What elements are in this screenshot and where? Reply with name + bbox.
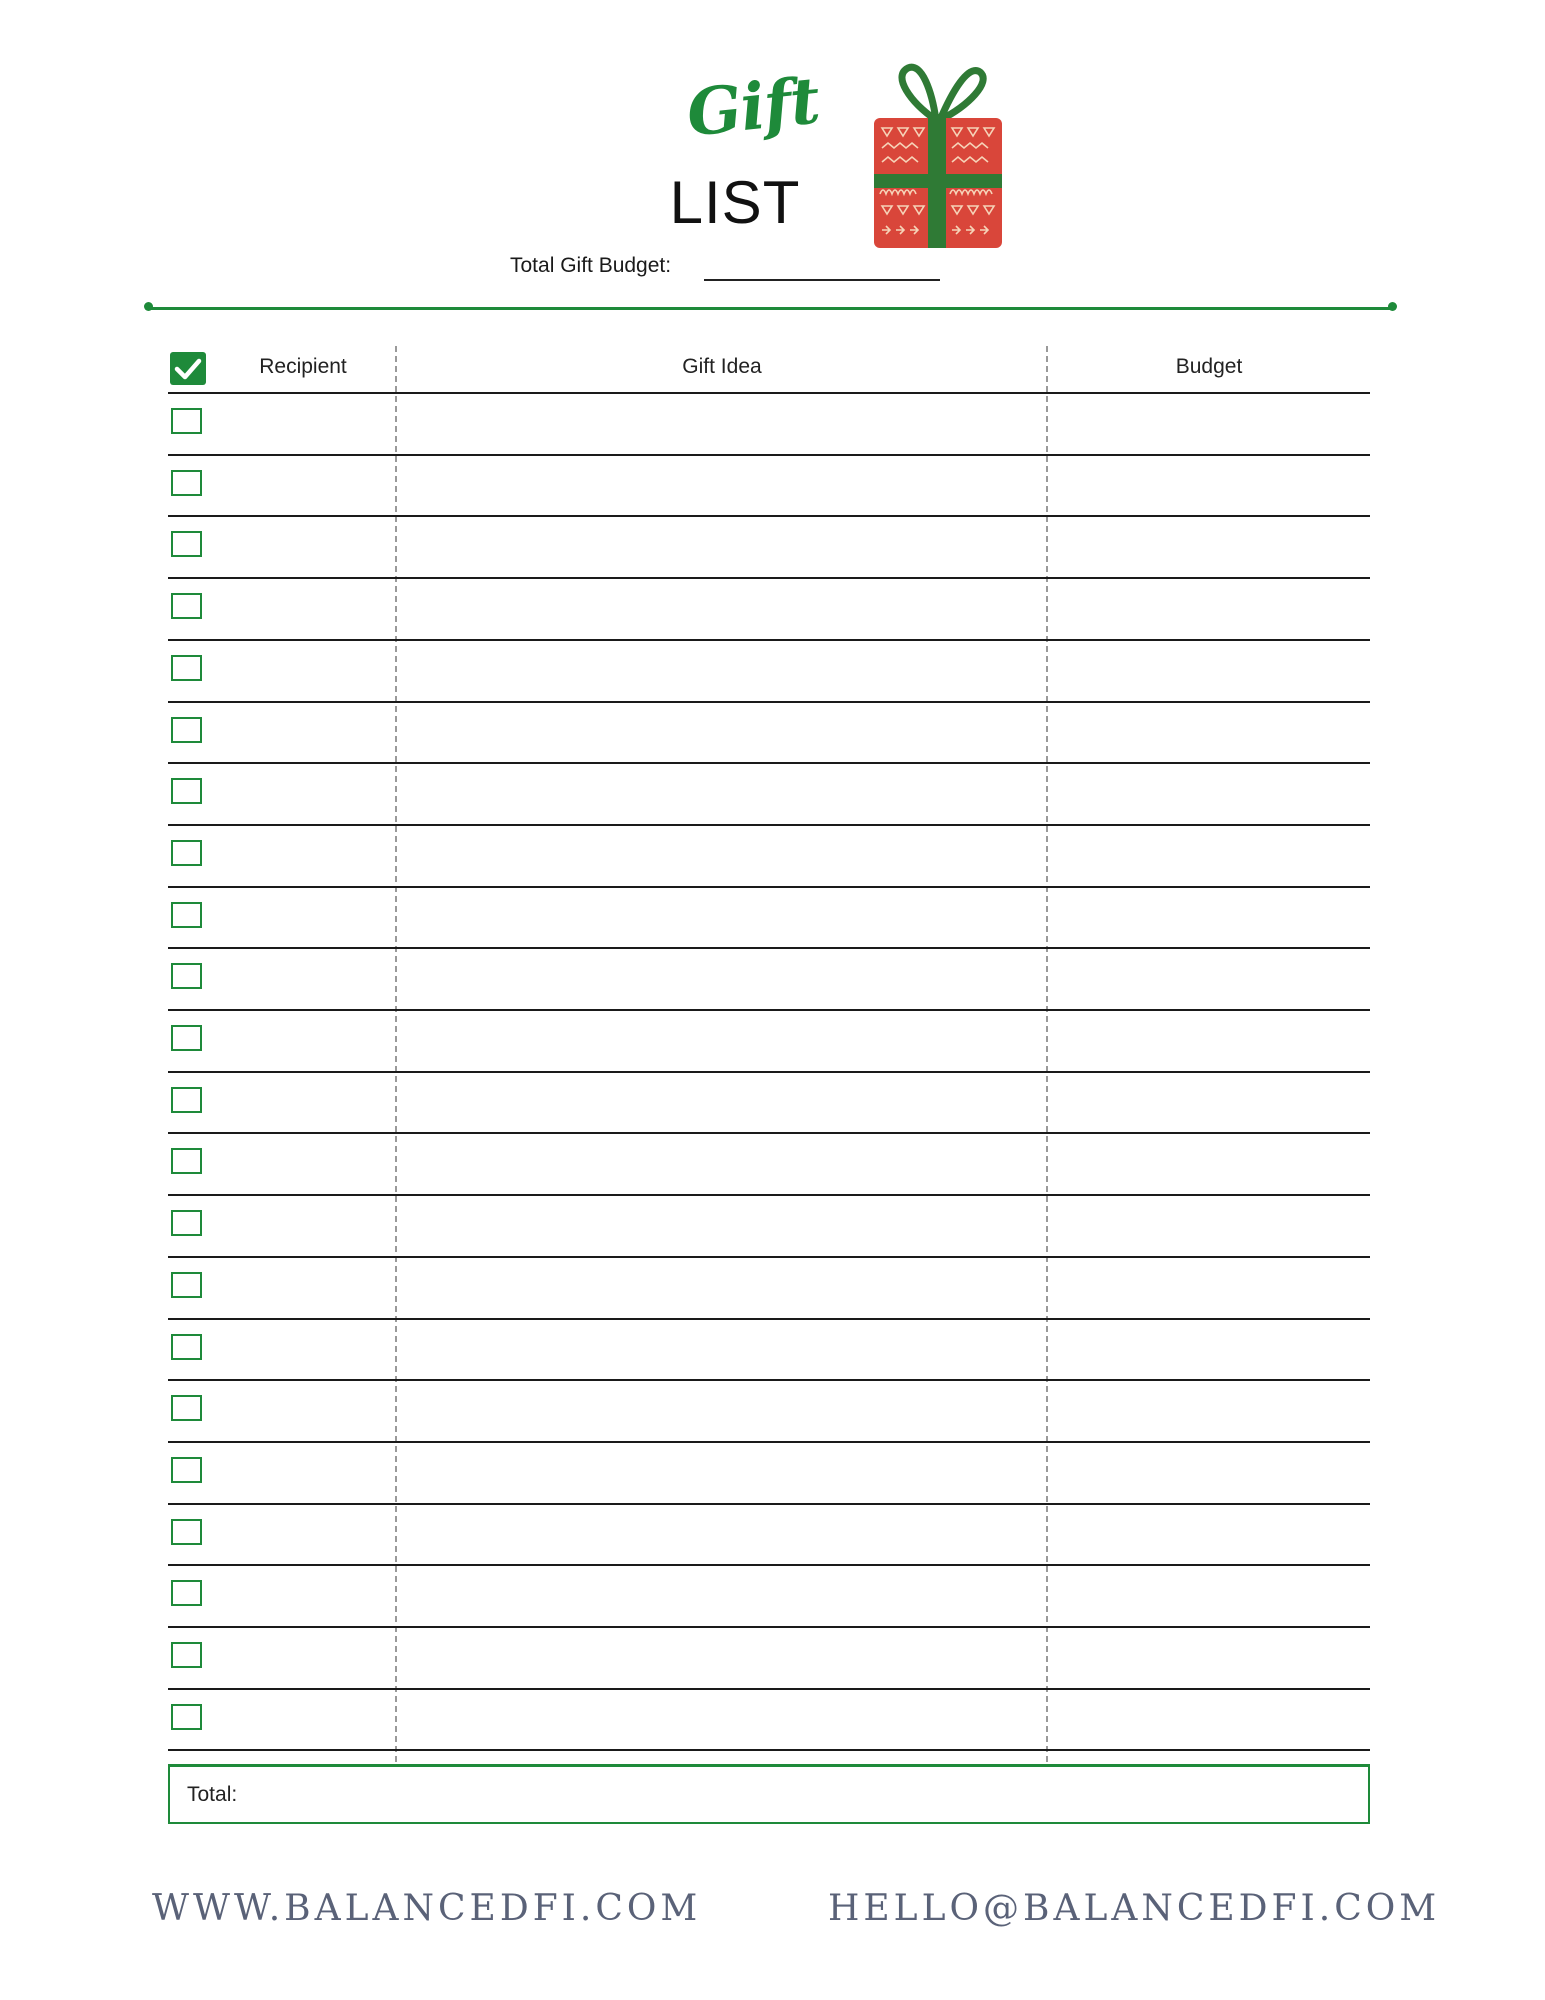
- row-checkbox[interactable]: [171, 717, 202, 743]
- header-divider: [148, 307, 1392, 310]
- row-line: [168, 762, 1370, 764]
- row-line: [168, 701, 1370, 703]
- row-checkbox[interactable]: [171, 1087, 202, 1113]
- column-header-recipient: Recipient: [259, 355, 347, 378]
- row-checkbox[interactable]: [171, 1457, 202, 1483]
- row-line: [168, 1749, 1370, 1751]
- budget-input-line[interactable]: [704, 279, 940, 281]
- row-line: [168, 1009, 1370, 1011]
- row-line: [168, 1564, 1370, 1566]
- row-line: [168, 1318, 1370, 1320]
- column-header-gift-idea: Gift Idea: [682, 355, 762, 378]
- row-line: [168, 1132, 1370, 1134]
- row-line: [168, 1441, 1370, 1443]
- row-line: [168, 1688, 1370, 1690]
- row-checkbox[interactable]: [171, 1642, 202, 1668]
- total-row[interactable]: [168, 1764, 1370, 1824]
- header-checkbox: [170, 352, 206, 385]
- row-checkbox[interactable]: [171, 531, 202, 557]
- row-line: [168, 639, 1370, 641]
- row-line: [168, 577, 1370, 579]
- row-line: [168, 1626, 1370, 1628]
- row-checkbox[interactable]: [171, 593, 202, 619]
- row-line: [168, 1194, 1370, 1196]
- row-checkbox[interactable]: [171, 1210, 202, 1236]
- row-checkbox[interactable]: [171, 1580, 202, 1606]
- footer-email[interactable]: HELLO@BALANCEDFI.COM: [828, 1888, 1441, 1929]
- row-checkbox[interactable]: [171, 1272, 202, 1298]
- row-line: [168, 515, 1370, 517]
- row-checkbox[interactable]: [171, 1148, 202, 1174]
- budget-label: Total Gift Budget:: [510, 254, 672, 277]
- row-checkbox[interactable]: [171, 408, 202, 434]
- row-line: [168, 1071, 1370, 1073]
- row-line: [168, 454, 1370, 456]
- row-checkbox[interactable]: [171, 840, 202, 866]
- gift-table: [168, 346, 1370, 1826]
- row-checkbox[interactable]: [171, 1704, 202, 1730]
- column-separator: [395, 346, 397, 1762]
- total-gift-budget: [510, 254, 960, 284]
- divider-dot-right: [1388, 302, 1397, 311]
- row-checkbox[interactable]: [171, 778, 202, 804]
- total-label: Total:: [187, 1783, 238, 1806]
- row-checkbox[interactable]: [171, 963, 202, 989]
- row-checkbox[interactable]: [171, 655, 202, 681]
- row-checkbox[interactable]: [171, 1025, 202, 1051]
- page-title: LIST: [669, 169, 801, 236]
- row-checkbox[interactable]: [171, 1395, 202, 1421]
- row-line: [168, 1379, 1370, 1381]
- row-line: [168, 886, 1370, 888]
- column-separator: [1046, 346, 1048, 1762]
- column-header-budget: Budget: [1175, 355, 1243, 378]
- checkmark-icon: [170, 352, 206, 385]
- row-line: [168, 392, 1370, 394]
- row-line: [168, 947, 1370, 949]
- row-line: [168, 1503, 1370, 1505]
- row-line: [168, 824, 1370, 826]
- row-checkbox[interactable]: [171, 1519, 202, 1545]
- row-checkbox[interactable]: [171, 470, 202, 496]
- row-line: [168, 1256, 1370, 1258]
- gift-box-icon: [870, 62, 1010, 254]
- row-checkbox[interactable]: [171, 902, 202, 928]
- footer-website[interactable]: WWW.BALANCEDFI.COM: [152, 1888, 702, 1929]
- row-checkbox[interactable]: [171, 1334, 202, 1360]
- page-title-script: Gift: [683, 63, 823, 152]
